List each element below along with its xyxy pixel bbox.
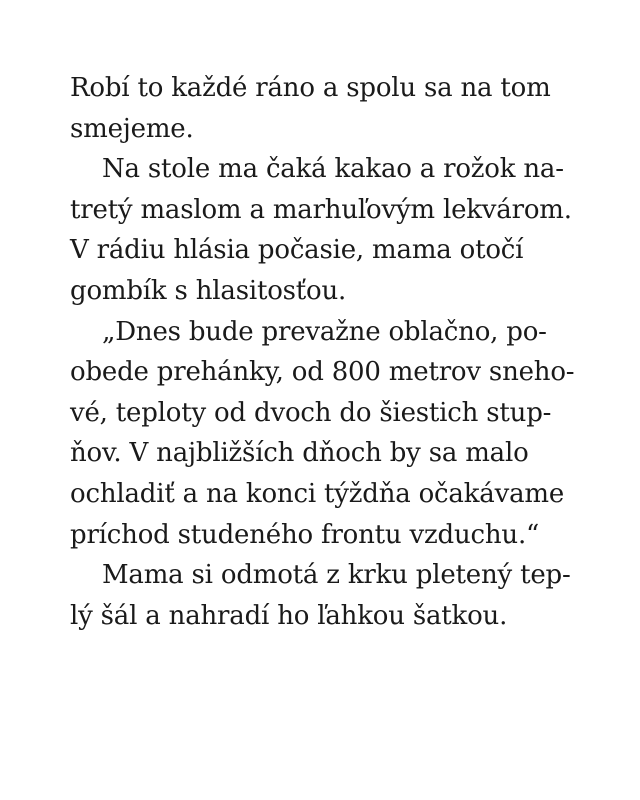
paragraph-first-line: Na stole ma čaká kakao a rožok na- [102,154,564,185]
text-line: V rádiu hlásia počasie, mama otočí [70,235,524,266]
text-line: tretý maslom a marhuľovým lekvárom. [70,194,572,225]
text-line: lý šál a nahradí ho ľahkou šatkou. [70,600,508,631]
paragraph-first-line: Mama si odmotá z krku pletený tep- [102,560,571,591]
text-line: Robí to každé ráno a spolu sa na tom [70,73,551,103]
text-line: gombík s hlasitosťou. [70,275,347,306]
text-line: ochladiť a na konci týždňa očakávame [70,478,565,509]
paragraph-first-line: „Dnes bude prevažne oblačno, po- [102,316,547,347]
text-line: vé, teploty od dvoch do šiestich stup- [70,397,552,428]
text-line: obede prehánky, od 800 metrov sneho- [70,357,575,388]
text-line: ňov. V najbližších dňoch by sa malo [70,438,529,469]
text-line: smejeme. [70,113,194,144]
body-text [70,68,590,636]
text-line: príchod studeného frontu vzduchu.“ [70,519,540,550]
